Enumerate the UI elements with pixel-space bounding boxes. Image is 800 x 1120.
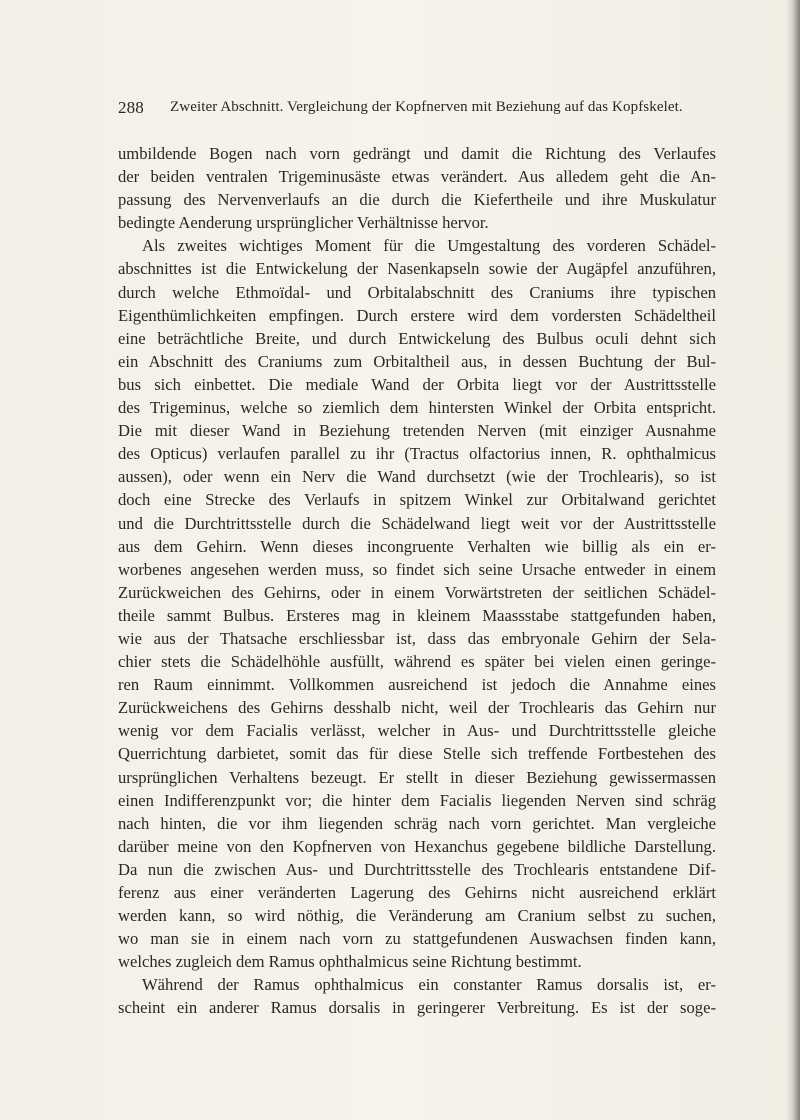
text-line: darüber meine von den Kopfnerven von Hexanchus gegebene bildliche Darstellung. [118, 836, 716, 856]
text-line: scheint ein anderer Ramus dorsalis in geringerer Verbreitung. Es ist der soge- [118, 998, 716, 1018]
body-text [118, 142, 716, 1020]
paragraph [118, 973, 716, 1019]
text-line: des Opticus) verlaufen parallel zu ihr (Tractus olfactorius innen, R. ophthalmicus [118, 444, 716, 464]
paragraph [118, 234, 716, 973]
text-line: Die mit dieser Wand in Beziehung tretenden Nerven (mit einziger Ausnahme [118, 421, 716, 441]
text-line: aus dem Gehirn. Wenn dieses incongruente Verhalten wie billig als ein er- [118, 536, 716, 556]
text-line: eine beträchtliche Breite, und durch Entwickelung des Bulbus oculi dehnt sich [118, 328, 716, 348]
text-line: wenig vor dem Facialis verlässt, welcher in Aus- und Durchtrittsstelle gleiche [118, 721, 716, 741]
text-line: ein Abschnitt des Craniums zum Orbitaltheil aus, in dessen Buchtung der Bul- [118, 351, 716, 371]
text-line: welches zugleich dem Ramus ophthalmicus seine Richtung bestimmt. [118, 952, 582, 972]
text-line: bus sich einbettet. Die mediale Wand der Orbita liegt vor der Austrittsstelle [118, 374, 716, 394]
text-line: aussen), oder wenn ein Nerv die Wand durchsetzt (wie der Trochlearis), so ist [118, 467, 716, 487]
text-line: einen Indifferenzpunkt vor; die hinter dem Facialis liegenden Nerven sind schräg [118, 790, 716, 810]
text-line: und die Durchtrittsstelle durch die Schädelwand liegt weit vor der Austrittsstelle [118, 513, 716, 533]
text-line: chier stets die Schädelhöhle ausfüllt, während es später bei vielen einen geringe- [118, 652, 716, 672]
text-line: ferenz aus einer veränderten Lagerung des Gehirns nicht ausreichend erklärt [118, 883, 716, 902]
text-line: doch eine Strecke des Verlaufs in spitzem Winkel zur Orbitalwand gerichtet [118, 490, 716, 510]
text-line: des Trigeminus, welche so ziemlich dem hintersten Winkel der Orbita entspricht. [118, 398, 716, 418]
text-line: theile sammt Bulbus. Ersteres mag in kleinem Maassstabe stattgefunden haben, [118, 605, 716, 625]
paragraph [118, 142, 716, 234]
running-head: Zweiter Abschnitt. Vergleichung der Kopfnerven mit Beziehung auf das Kopfskelet. [170, 99, 683, 115]
text-line: wie aus der Thatsache erschliessbar ist, dass das embryonale Gehirn der Sela- [118, 628, 716, 648]
text-line: passung des Nervenverlaufs an die durch die Kiefertheile und ihre Muskulatur [118, 190, 716, 210]
text-line: worbenes angesehen werden muss, so findet sich seine Ursache entweder in einem [118, 559, 716, 579]
text-line: nach hinten, die vor ihm liegenden schräg nach vorn gerichtet. Man vergleiche [118, 813, 716, 833]
text-line: der beiden ventralen Trigeminusäste etwas verändert. Aus alledem geht die An- [118, 167, 716, 187]
text-line: durch welche Ethmoïdal- und Orbitalabschnitt des Craniums ihre typischen [118, 282, 716, 302]
text-line: Während der Ramus ophthalmicus ein constanter Ramus dorsalis ist, er- [142, 975, 716, 995]
text-line: Zurückweichens des Gehirns desshalb nicht, weil der Trochlearis das Gehirn nur [118, 698, 716, 718]
text-line: Als zweites wichtiges Moment für die Umgestaltung des vorderen Schädel- [142, 236, 716, 256]
text-line: umbildende Bogen nach vorn gedrängt und damit die Richtung des Verlaufes [118, 144, 716, 163]
text-line: Querrichtung darbietet, somit das für diese Stelle sich treffende Fortbestehen des [118, 744, 716, 764]
text-line: Eigenthümlichkeiten empfingen. Durch erstere wird dem vordersten Schädeltheil [118, 305, 716, 325]
page-edge-shadow [786, 0, 800, 1120]
text-line: werden kann, so wird nöthig, die Veränderung am Cranium selbst zu suchen, [118, 906, 716, 926]
text-line: abschnittes ist die Entwickelung der Nasenkapseln sowie der Augäpfel anzuführen, [118, 259, 716, 279]
text-line: Zurückweichen des Gehirns, oder in einem Vorwärtstreten der seitlichen Schädel- [118, 582, 716, 602]
page-header [118, 98, 718, 120]
text-line: Da nun die zwischen Aus- und Durchtrittsstelle des Trochlearis entstandene Dif- [118, 859, 716, 879]
text-line: ren Raum einnimmt. Vollkommen ausreichend ist jedoch die Annahme eines [118, 675, 716, 695]
page-number: 288 [118, 98, 144, 117]
text-line: wo man sie in einem nach vorn zu stattgefundenen Auswachsen finden kann, [118, 929, 716, 949]
text-line: bedingte Aenderung ursprünglicher Verhältnisse hervor. [118, 213, 489, 233]
text-line: ursprünglichen Verhaltens bezeugt. Er stellt in dieser Beziehung gewissermassen [118, 767, 716, 787]
